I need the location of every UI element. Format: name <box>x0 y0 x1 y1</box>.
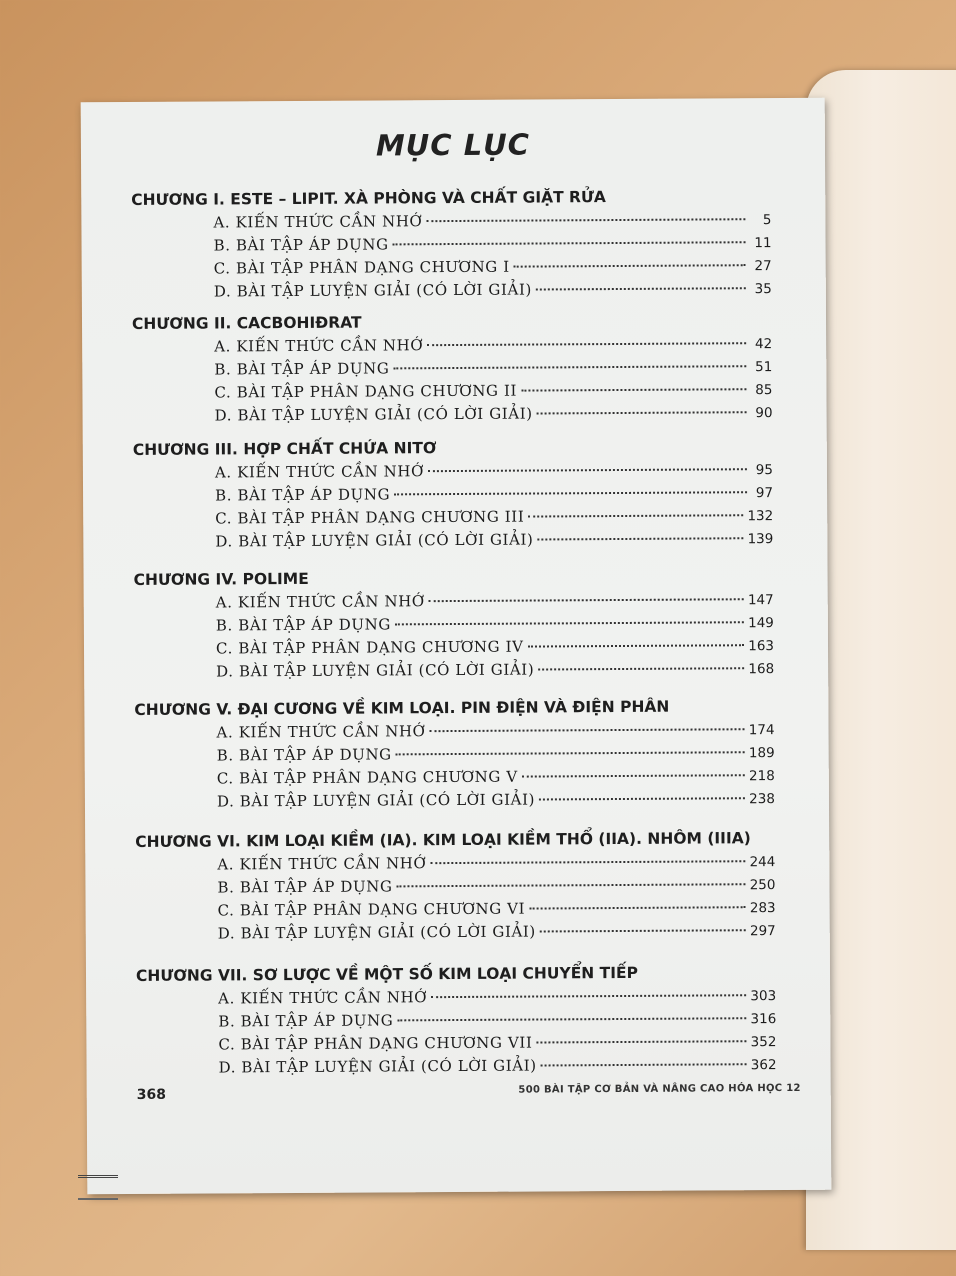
toc-entry-page: 27 <box>754 258 772 275</box>
toc-entry-label: C. BÀI TẬP PHÂN DẠNG CHƯƠNG II <box>214 381 518 402</box>
toc-entry-page: 95 <box>755 462 773 479</box>
toc-entry <box>137 1053 777 1080</box>
chapter-title: CHƯƠNG VI. KIM LOẠI KIỀM (IA). KIM LOẠI KIỀM THỔ (IIA). NHÔM (IIIA) <box>135 829 751 851</box>
toc-entry <box>133 401 773 428</box>
toc-entry-label: B. BÀI TẬP ÁP DỤNG <box>215 615 391 635</box>
toc-entry-label: A. KIẾN THỨC CẦN NHỚ <box>218 988 428 1008</box>
toc-chapter <box>134 694 775 814</box>
toc-entry-page: 362 <box>750 1057 777 1074</box>
toc-entry-label: A. KIẾN THỨC CẦN NHỚ <box>215 592 425 612</box>
dot-leader <box>540 929 746 932</box>
chapter-title: CHƯƠNG VII. SƠ LƯỢC VỀ MỘT SỐ KIM LOẠI CHUYỂN TIẾP <box>135 963 638 985</box>
toc-entry-page: 42 <box>754 336 773 353</box>
toc-entry-page: 149 <box>748 615 774 632</box>
toc-entry-page: 97 <box>755 485 774 502</box>
dot-leader <box>428 468 747 472</box>
toc-entry-label: B. BÀI TẬP ÁP DỤNG <box>213 235 389 255</box>
toc-entry-label: D. BÀI TẬP LUYỆN GIẢI (CÓ LỜI GIẢI) <box>216 660 535 681</box>
dot-leader <box>539 797 745 800</box>
toc-entry-page: 297 <box>749 923 776 940</box>
toc-entry-page: 352 <box>750 1034 777 1051</box>
toc-entry-label: C. BÀI TẬP PHÂN DẠNG CHƯƠNG VI <box>217 899 526 920</box>
dot-leader <box>521 388 746 391</box>
chapter-title: CHƯƠNG II. CACBOHIĐRAT <box>131 313 362 333</box>
dot-leader <box>430 860 745 864</box>
toc-entry-label: C. BÀI TẬP PHÂN DẠNG CHƯƠNG IV <box>215 637 524 658</box>
chapter-title: CHƯƠNG V. ĐẠI CƯƠNG VỀ KIM LOẠI. PIN ĐIỆN VÀ ĐIỆN PHÂN <box>134 697 670 719</box>
toc-chapter <box>132 308 773 428</box>
dot-leader <box>538 667 744 670</box>
dot-leader <box>522 774 745 777</box>
dot-leader <box>393 241 746 245</box>
dot-leader <box>537 537 743 540</box>
toc-entry-label: A. KIẾN THỨC CẦN NHỚ <box>216 722 426 742</box>
toc-entry-page: 51 <box>755 359 773 376</box>
toc-chapter <box>136 960 777 1080</box>
toc-entry-page: 11 <box>754 235 772 252</box>
toc-chapter <box>131 184 772 304</box>
toc-entry-label: A. KIẾN THỨC CẦN NHỚ <box>214 336 424 356</box>
book-spine-edge <box>78 1175 118 1200</box>
toc-entry-label: B. BÀI TẬP ÁP DỤNG <box>215 485 391 505</box>
toc-title: MỤC LỤC <box>375 127 531 163</box>
dot-leader <box>426 218 745 222</box>
dot-leader <box>514 264 746 267</box>
dot-leader <box>529 906 746 909</box>
dot-leader <box>431 994 746 998</box>
toc-entry-label: B. BÀI TẬP ÁP DỤNG <box>216 745 392 765</box>
toc-entry <box>132 277 772 304</box>
toc-entry-page: 244 <box>749 854 776 871</box>
toc-entry-page: 250 <box>749 877 776 894</box>
toc-entry-label: D. BÀI TẬP LUYỆN GIẢI (CÓ LỜI GIẢI) <box>215 530 534 551</box>
toc-entry-page: 218 <box>748 768 775 785</box>
dot-leader <box>393 365 746 369</box>
toc-chapter <box>135 826 776 946</box>
book-page <box>81 98 832 1195</box>
toc-entry-label: C. BÀI TẬP PHÂN DẠNG CHƯƠNG V <box>216 767 518 788</box>
toc-entry-page: 316 <box>750 1011 777 1028</box>
dot-leader <box>397 1017 746 1021</box>
dot-leader <box>395 621 744 625</box>
toc-entry-page: 132 <box>747 508 774 525</box>
toc-entry-page: 90 <box>755 405 773 422</box>
toc-chapter <box>134 564 775 684</box>
dot-leader <box>429 598 744 602</box>
dot-leader <box>536 287 746 290</box>
toc-entry-page: 303 <box>750 988 777 1005</box>
dot-leader <box>537 411 747 414</box>
toc-entry-page: 5 <box>762 212 772 229</box>
toc-entry-label: D. BÀI TẬP LUYỆN GIẢI (CÓ LỜI GIẢI) <box>218 1056 537 1077</box>
running-footer-book-title: 500 BÀI TẬP CƠ BẢN VÀ NÂNG CAO HÓA HỌC 12 <box>518 1082 801 1096</box>
dot-leader <box>541 1063 747 1066</box>
page-number: 368 <box>136 1086 167 1103</box>
toc-entry <box>136 919 776 946</box>
dot-leader <box>527 644 744 647</box>
toc-entry-page: 85 <box>755 382 773 399</box>
dot-leader <box>397 883 746 887</box>
toc-entry-page: 283 <box>749 900 776 917</box>
toc-entry-page: 174 <box>748 722 775 739</box>
dot-leader <box>427 342 746 346</box>
toc-entry-page: 189 <box>748 745 775 762</box>
toc-entry-page: 35 <box>754 281 772 298</box>
dot-leader <box>536 1040 746 1043</box>
toc-entry-page: 139 <box>747 531 774 548</box>
dot-leader <box>396 751 745 755</box>
chapter-title: CHƯƠNG IV. POLIME <box>133 569 309 589</box>
toc-entry-label: D. BÀI TẬP LUYỆN GIẢI (CÓ LỜI GIẢI) <box>213 280 532 301</box>
toc-entry-page: 147 <box>747 592 774 609</box>
chapter-title: CHƯƠNG I. ESTE – LIPIT. XÀ PHÒNG VÀ CHẤT GIẶT RỬA <box>131 188 606 209</box>
chapter-title: CHƯƠNG III. HỢP CHẤT CHỨA NITƠ <box>132 439 437 459</box>
toc-chapter <box>133 434 774 554</box>
toc-entry <box>134 657 774 684</box>
dot-leader <box>528 514 743 517</box>
toc-entry-label: D. BÀI TẬP LUYỆN GIẢI (CÓ LỜI GIẢI) <box>214 404 533 425</box>
dot-leader <box>394 491 747 495</box>
toc-entry-label: D. BÀI TẬP LUYỆN GIẢI (CÓ LỜI GIẢI) <box>216 790 536 811</box>
toc-entry <box>135 787 775 814</box>
toc-entry-label: C. BÀI TẬP PHÂN DẠNG CHƯƠNG III <box>215 507 525 528</box>
dot-leader <box>430 728 745 732</box>
toc-entry-label: B. BÀI TẬP ÁP DỤNG <box>214 359 390 379</box>
toc-entry-label: C. BÀI TẬP PHÂN DẠNG CHƯƠNG I <box>213 257 510 278</box>
toc-entry-label: D. BÀI TẬP LUYỆN GIẢI (CÓ LỜI GIẢI) <box>217 922 536 943</box>
toc-entry-page: 168 <box>748 661 775 678</box>
toc-entry-label: A. KIẾN THỨC CẦN NHỚ <box>217 854 427 874</box>
toc-entry-label: B. BÀI TẬP ÁP DỤNG <box>217 877 393 897</box>
toc-entry-label: A. KIẾN THỨC CẦN NHỚ <box>214 462 425 482</box>
toc-entry-page: 163 <box>748 638 775 655</box>
toc-entry-label: A. KIẾN THỨC CẦN NHỚ <box>213 212 423 232</box>
toc-entry-page: 238 <box>749 791 775 808</box>
toc-entry-label: B. BÀI TẬP ÁP DỤNG <box>218 1011 394 1031</box>
toc-entry <box>133 527 773 554</box>
toc-entry-label: C. BÀI TẬP PHÂN DẠNG CHƯƠNG VII <box>218 1033 533 1054</box>
